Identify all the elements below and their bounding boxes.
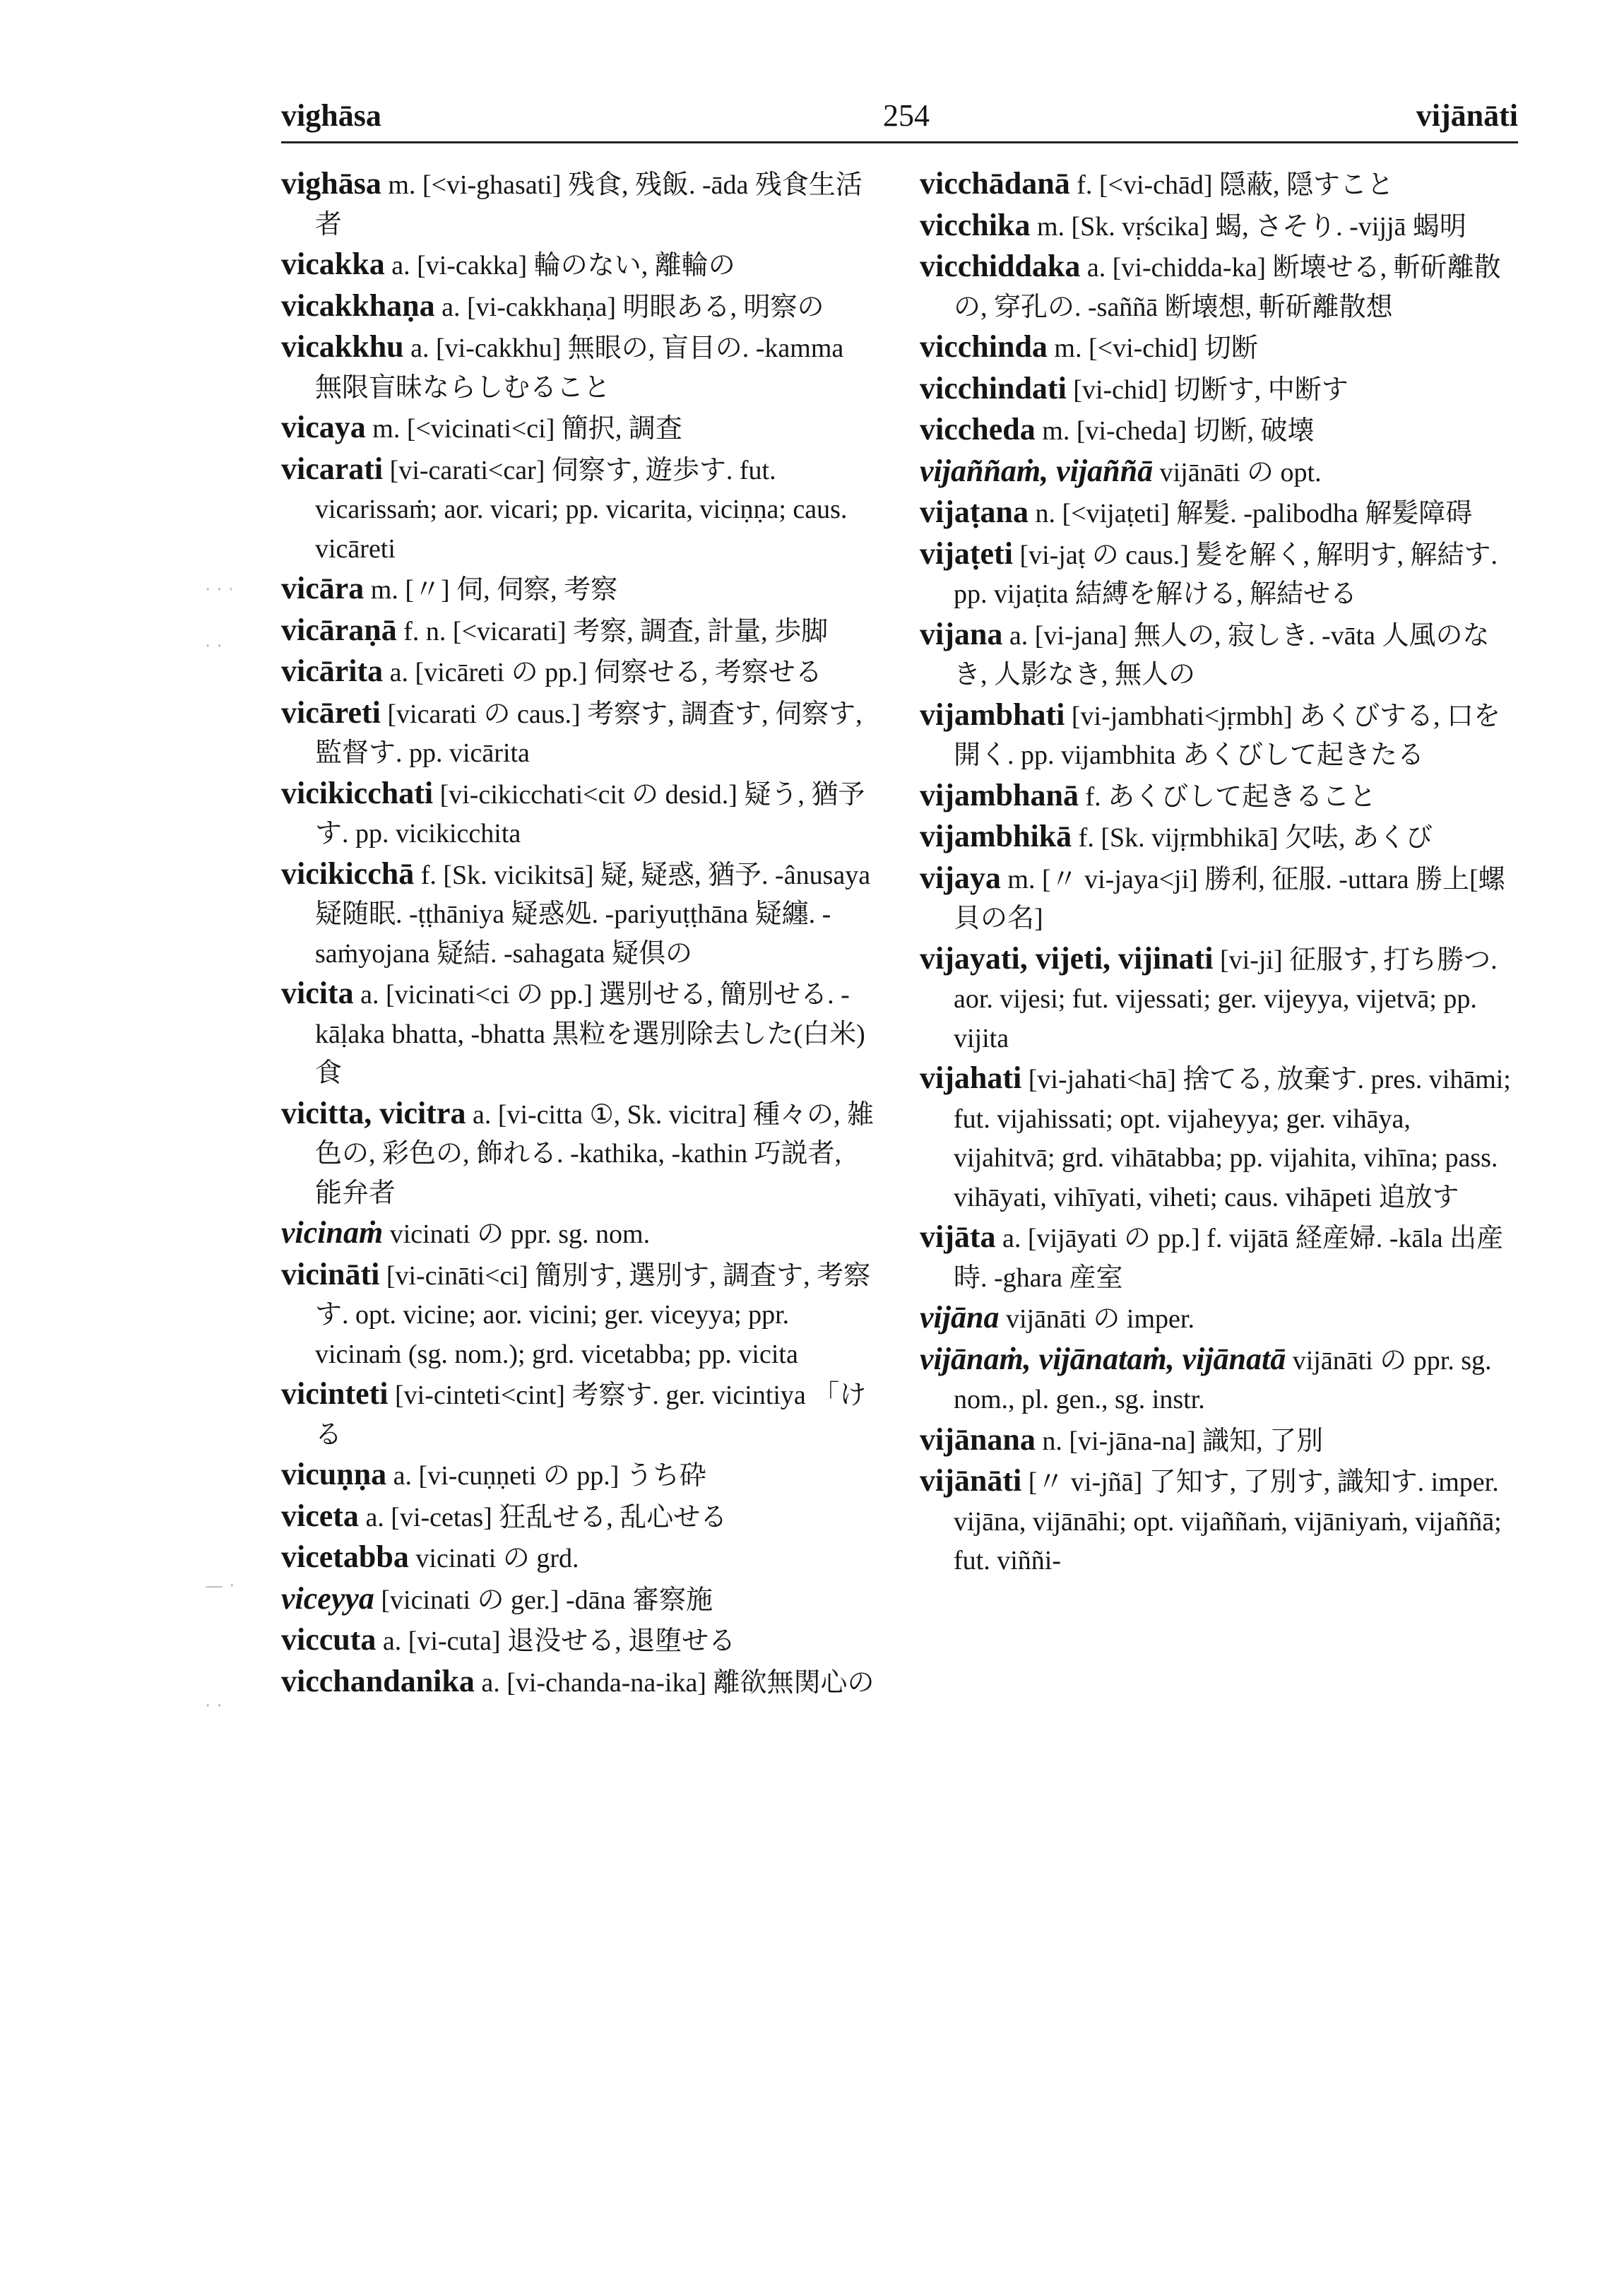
header-rule <box>281 141 1518 143</box>
entry-headword: vijambhanā <box>920 777 1079 812</box>
dictionary-entry <box>281 164 875 244</box>
entry-definition: [vi-cinteti<cint] 考察す. ger. vicintiya 「ける <box>315 1380 867 1450</box>
entry-definition: m. [〃 vi-jaya<ji] 勝利, 征服. -uttara 勝上[螺貝の名] <box>954 864 1505 933</box>
entry-headword: vijayati, vijeti, vijinati <box>920 940 1214 976</box>
dictionary-entry <box>281 774 875 854</box>
entry-headword: vicinteti <box>281 1376 389 1411</box>
entry-headword: viceyya <box>281 1580 374 1616</box>
entry-definition: a. [vi-cuta] 退没せる, 退堕せる <box>376 1626 736 1656</box>
dictionary-entry <box>281 1662 875 1703</box>
entry-definition: [vi-ji] 征服す, 打ち勝つ. aor. vijesi; fut. vijessati; ger. vijeyya, vijetvā; pp. vijita <box>954 945 1498 1053</box>
entry-headword: vicchandanika <box>281 1663 475 1698</box>
entry-definition: vijānāti の imper. <box>999 1304 1195 1334</box>
dictionary-entry <box>281 244 875 286</box>
entry-headword: vijaya <box>920 860 1001 895</box>
dictionary-entry <box>920 1217 1513 1298</box>
dictionary-entry <box>920 1461 1513 1581</box>
entry-headword: vijāta <box>920 1219 996 1254</box>
entry-definition: a. [vi-cetas] 狂乱せる, 乱心せる <box>358 1502 728 1532</box>
entry-headword: vicchādanā <box>920 166 1070 201</box>
dictionary-entry <box>281 1496 875 1538</box>
entry-headword: vijānana <box>920 1421 1036 1457</box>
scan-mark: · · <box>205 1696 223 1717</box>
entry-definition: m. [〃] 伺, 伺察, 考察 <box>364 575 618 605</box>
entry-definition: [vi-cikicchati<cit の desid.] 疑う, 猶予す. pp. vicikicchita <box>315 779 865 849</box>
dictionary-entry <box>920 451 1513 493</box>
entry-definition: m. [<vi-chid] 切断 <box>1047 333 1258 363</box>
running-head-right: vijānāti <box>1416 98 1518 133</box>
entry-definition: a. [vi-jana] 無人の, 寂しき. -vāta 人風のなき, 人影なき, 無人の <box>954 620 1490 690</box>
dictionary-entry <box>281 651 875 693</box>
entry-headword: vicāraṇā <box>281 612 397 647</box>
entry-headword: vijāna <box>920 1300 1000 1335</box>
dictionary-entry <box>920 492 1513 534</box>
entry-headword: vicāreti <box>281 694 381 730</box>
scan-mark: · · · <box>205 579 235 601</box>
dictionary-entry <box>281 449 875 569</box>
scan-mark: · · <box>205 636 223 657</box>
entry-headword: vijaññaṁ, vijaññā <box>920 453 1154 488</box>
dictionary-entry <box>920 695 1513 776</box>
entry-definition: n. [vi-jāna-na] 識知, 了別 <box>1035 1426 1324 1456</box>
entry-headword: vicchiddaka <box>920 249 1081 283</box>
dictionary-entry <box>920 1298 1513 1340</box>
entry-definition: m. [<vicinati<ci] 簡択, 調査 <box>365 414 682 444</box>
running-head-left: vighāsa <box>281 98 381 133</box>
entry-headword: vicchika <box>920 207 1031 242</box>
dictionary-entry <box>920 1058 1513 1217</box>
entry-headword: vicārita <box>281 654 384 688</box>
dictionary-entry <box>281 1255 875 1375</box>
dictionary-entry <box>281 1213 875 1255</box>
entry-definition: a. [vi-chidda-ka] 断壊せる, 斬斫離散の, 穿孔の. -saññā 断壊想, 斬斫離散想 <box>954 253 1501 322</box>
dictionary-entry <box>281 1579 875 1621</box>
entry-definition: vijānāti の ppr. sg. nom., pl. gen., sg. instr. <box>954 1345 1492 1414</box>
dictionary-entry <box>281 1455 875 1496</box>
entry-definition: [vi-chid] 切断す, 中断す <box>1066 374 1349 405</box>
dictionary-entry <box>281 974 875 1094</box>
dictionary-entry <box>281 1620 875 1662</box>
entry-headword: vicināti <box>281 1256 380 1291</box>
entry-definition: a. [vi-chanda-na-ika] 離欲無関心の <box>474 1667 875 1698</box>
entry-definition: vicinati の grd. <box>408 1544 579 1573</box>
entry-headword: vijambhati <box>920 697 1065 732</box>
dictionary-entry <box>281 286 875 328</box>
entry-headword: vicinaṁ <box>281 1215 384 1250</box>
dictionary-entry <box>281 569 875 610</box>
entry-headword: vicetabba <box>281 1539 409 1574</box>
dictionary-entry <box>920 247 1513 327</box>
dictionary-entry <box>920 410 1513 451</box>
dictionary-entry <box>920 327 1513 369</box>
entry-definition: a. [vi-cakkhaṇa] 明眼ある, 明察の <box>434 292 824 322</box>
entry-definition: a. [vi-cakka] 輪のない, 離輪の <box>384 251 735 280</box>
entry-headword: vicitta, vicitra <box>281 1095 466 1130</box>
dictionary-entry <box>920 1340 1513 1420</box>
entry-definition: f. あくびして起きること <box>1078 781 1377 812</box>
entry-definition: f. [Sk. vicikitsā] 疑, 疑惑, 猶予. -ânusaya 疑随眠. -ṭṭhāniya 疑惑処. -pariyuṭṭhāna 疑纏. -saṁyojana 疑結. -sahagata 疑倶の <box>315 860 871 969</box>
dictionary-entry <box>281 610 875 652</box>
entry-definition: f. n. [<vicarati] 考察, 調査, 計量, 歩脚 <box>396 616 829 646</box>
entry-definition: n. [<vijaṭeti] 解髪. -palibodha 解髪障碍 <box>1029 499 1473 528</box>
dictionary-entry <box>920 817 1513 858</box>
entry-headword: vijambhikā <box>920 819 1072 853</box>
right-column <box>920 164 1513 1581</box>
dictionary-entry <box>920 369 1513 410</box>
entry-definition: [vi-jaṭ の caus.] 髪を解く, 解明す, 解結す. pp. vijaṭita 結縛を解ける, 解結せる <box>954 540 1498 609</box>
entry-headword: vicchinda <box>920 329 1048 364</box>
entry-headword: vicakkhu <box>281 329 404 364</box>
entry-headword: vicāra <box>281 571 364 605</box>
dictionary-entry <box>920 1420 1513 1462</box>
left-column <box>281 164 875 1703</box>
entry-definition: [vicarati の caus.] 考察す, 調査す, 伺察す, 監督す. pp. vicārita <box>315 699 863 768</box>
entry-headword: vicita <box>281 976 354 1010</box>
entry-headword: vicikicchā <box>281 856 415 891</box>
dictionary-entry <box>920 776 1513 817</box>
entry-headword: vicaya <box>281 410 366 444</box>
entry-headword: vicchindati <box>920 370 1067 406</box>
entry-headword: vighāsa <box>281 166 381 201</box>
entry-definition: [vi-jambhati<jṛmbh] あくびする, 口を開く. pp. vijambhita あくびして起きたる <box>954 701 1501 770</box>
entry-headword: viccheda <box>920 412 1036 447</box>
entry-headword: vijaṭeti <box>920 536 1013 571</box>
entry-definition: [〃 vi-jñā] 了知す, 了別す, 識知す. imper. vijāna, vijānāhi; opt. vijaññaṁ, vijāniyaṁ, vijaññā; fut. viññi- <box>954 1467 1502 1575</box>
entry-headword: viceta <box>281 1498 359 1533</box>
page-number: 254 <box>883 98 930 133</box>
entry-definition: a. [vicinati<ci の pp.] 選別せる, 簡別せる. -kāḷaka bhatta, -bhatta 黒粒を選別除去した(白米)食 <box>315 980 865 1088</box>
dictionary-entry <box>281 327 875 408</box>
entry-definition: m. [<vi-ghasati] 残食, 残飯. -āda 残食生活者 <box>315 170 863 240</box>
dictionary-entry <box>281 693 875 774</box>
dictionary-entry <box>281 854 875 974</box>
entry-headword: vijānāti <box>920 1463 1022 1498</box>
entry-headword: vicuṇṇa <box>281 1457 387 1491</box>
entry-definition: m. [Sk. vṛścika] 蝎, さそり. -vijjā 蝎明 <box>1030 211 1466 242</box>
entry-headword: vicarati <box>281 451 384 486</box>
dictionary-entry <box>281 1537 875 1579</box>
entry-definition: a. [vi-citta ①, Sk. vicitra] 種々の, 雑色の, 彩色の, 飾れる. -kathika, -kathin 巧説者, 能弁者 <box>315 1099 875 1208</box>
entry-definition: a. [vicāreti の pp.] 伺察せる, 考察せる <box>383 658 822 687</box>
entry-headword: viccuta <box>281 1622 377 1657</box>
entry-definition: a. [vijāyati の pp.] f. vijātā 経産婦. -kāla 出産時. -ghara 産室 <box>954 1224 1504 1293</box>
dictionary-entry <box>920 206 1513 247</box>
dictionary-entry <box>920 858 1513 939</box>
entry-definition: vijānāti の opt. <box>1153 457 1322 487</box>
dictionary-entry <box>281 1374 875 1455</box>
dictionary-entry <box>920 615 1513 695</box>
entry-definition: [vi-carati<car] 伺察す, 遊歩す. fut. vicarissaṁ; aor. vicari; pp. vicarita, viciṇṇa; caus. vicāreti <box>315 455 848 564</box>
entry-headword: vijaṭana <box>920 495 1029 529</box>
entry-headword: vijana <box>920 616 1003 651</box>
entry-definition: f. [Sk. vijṛmbhikā] 欠呿, あくび <box>1072 823 1433 853</box>
entry-headword: vijahati <box>920 1060 1022 1095</box>
entry-definition: [vi-jahati<hā] 捨てる, 放棄す. pres. vihāmi; fut. vijahissati; opt. vijaheyya; ger. vihāya, vijahitvā; grd. vihātabba; pp. vijahita, vihīna; pass. vihāyati, vihīyati, viheti; caus. vihāpeti 追放す <box>954 1065 1511 1212</box>
entry-headword: vicakka <box>281 247 385 281</box>
scan-mark: — · <box>205 1575 235 1597</box>
entry-definition: f. [<vi-chād] 隠蔽, 隠すこと <box>1069 170 1394 200</box>
entry-definition: a. [vi-cakkhu] 無眼の, 盲目の. -kamma 無限盲昧ならしむること <box>315 333 844 403</box>
dictionary-entry <box>920 939 1513 1059</box>
entry-headword: vijānaṁ, vijānataṁ, vijānatā <box>920 1341 1286 1376</box>
dictionary-entry <box>281 1094 875 1214</box>
dictionary-entry <box>920 164 1513 206</box>
dictionary-entry <box>920 534 1513 615</box>
entry-headword: vicakkhaṇa <box>281 288 435 323</box>
entry-headword: vicikicchati <box>281 775 434 810</box>
entry-definition: a. [vi-cuṇṇeti の pp.] うち砕 <box>386 1461 706 1491</box>
entry-definition: m. [vi-cheda] 切断, 破壊 <box>1035 416 1315 446</box>
entry-definition: [vicinati の ger.] -dāna 審察施 <box>374 1585 713 1615</box>
dictionary-entry <box>281 408 875 449</box>
entry-definition: vicinati の ppr. sg. nom. <box>383 1219 651 1249</box>
entry-definition: [vi-cināti<ci] 簡別す, 選別す, 調査す, 考察す. opt. vicine; aor. vicini; ger. viceyya; ppr. vicinaṁ (sg. nom.); grd. vicetabba; pp. vicita <box>315 1260 871 1369</box>
